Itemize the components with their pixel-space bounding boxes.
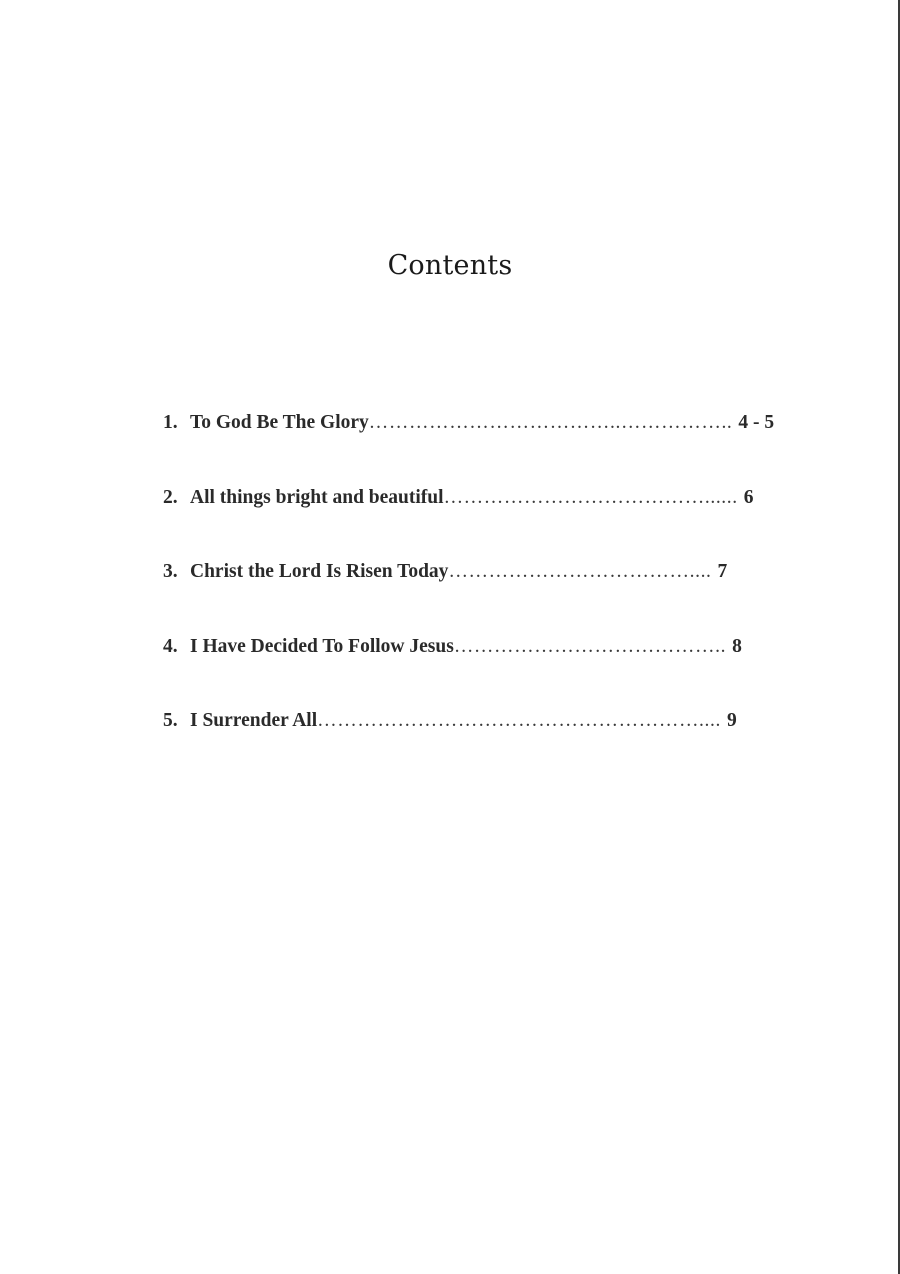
entry-page-number: 6 xyxy=(743,486,754,508)
dot-leader: ………………………………….. xyxy=(453,635,727,657)
dot-leader: ………………………………..…………….. xyxy=(368,412,733,433)
dot-leader: …………………………………...... xyxy=(443,486,738,508)
entry-page-number: 8 xyxy=(732,635,742,657)
dot-leader: ……………………………….... xyxy=(448,561,712,582)
entry-number: 2. xyxy=(163,486,178,508)
page-title: Contents xyxy=(387,250,513,281)
toc-entry xyxy=(163,487,774,562)
entry-number: 3. xyxy=(163,561,178,582)
table-of-contents xyxy=(163,412,774,785)
entry-page-number: 4 - 5 xyxy=(738,412,775,433)
entry-title: To God Be The Glory xyxy=(190,412,369,433)
toc-entry xyxy=(163,710,774,785)
entry-number: 5. xyxy=(163,710,178,731)
entry-title: All things bright and beautiful xyxy=(190,486,444,508)
toc-entry xyxy=(163,561,774,636)
entry-number: 1. xyxy=(163,412,178,433)
entry-page-number: 9 xyxy=(726,710,737,731)
dot-leader: ………………………………………………….... xyxy=(317,710,721,731)
toc-entry xyxy=(163,412,774,487)
entry-page-number: 7 xyxy=(717,561,728,582)
entry-title: Christ the Lord Is Risen Today xyxy=(190,561,449,582)
entry-number: 4. xyxy=(163,635,178,657)
entry-title: I Have Decided To Follow Jesus xyxy=(190,635,454,657)
toc-entry xyxy=(163,636,774,711)
entry-title: I Surrender All xyxy=(190,710,318,731)
